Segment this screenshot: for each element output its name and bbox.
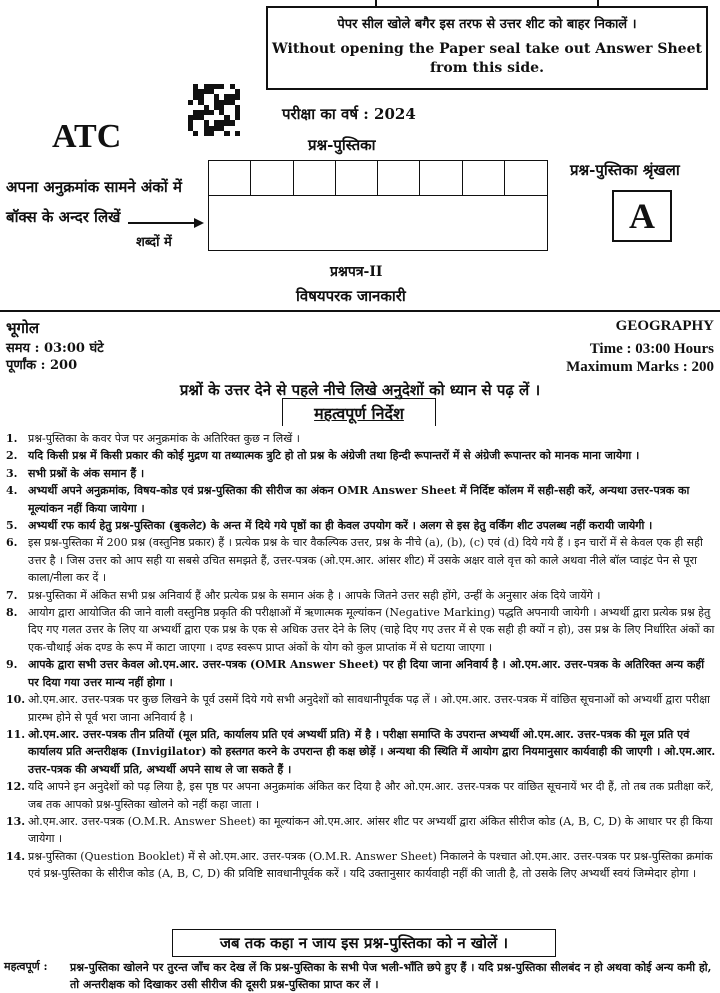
instruction-text: ओ.एम.आर. उत्तर-पत्रक तीन प्रतियों (मूल प्रति, कार्यालय प्रति एवं अभ्यर्थी प्रति) में है । परीक्षा समाप्ति के उपरान्त अभ्यर्थी ओ.एम.आर. उत्तर-पत्रक की मूल प्रति एवं कार्यालय प्रति अन्तरीक्षक (Invigilator) को हस्तगत करने के उपरान्त ही कक्ष छोड़ें । अन्यथा की स्थिति में आयोग द्वारा नियमानुसार कार्यवाही की जाएगी । ओ.एम.आर. उत्तर-पत्रक की अभ्यर्थी प्रति, अभ्यर्थी अपने साथ ले जा सकते हैं । (28, 727, 716, 776)
roll-in-words-label: शब्दों में (136, 235, 172, 250)
instruction-text: प्रश्न-पुस्तिका में अंकित सभी प्रश्न अनिवार्य हैं और प्रत्येक प्रश्न के समान अंक है । आपके जितने उत्तर सही होंगे, उन्हीं के अनुसार अंक दिये जायेंगे । (28, 588, 601, 602)
instruction-number: 13. (6, 814, 26, 828)
instructions-list (6, 430, 718, 883)
instruction-text: प्रश्न-पुस्तिका (Question Booklet) में से ओ.एम.आर. उत्तर-पत्रक (O.M.R. Answer Sheet) निकालने के पश्चात ओ.एम.आर. उत्तर-पत्रक पर प्रश्न-पुस्तिका क्रमांक एवं प्रश्न-पुस्तिका के सीरीज कोड (A, B, C, D) की प्रविष्टि सावधानीपूर्वक करें । यदि उक्तानुसार कार्यवाही नहीं की जाती है, तो उसके लिए अभ्यर्थी स्वयं जिम्मेदार होगा । (28, 849, 713, 881)
instruction-item (6, 726, 718, 778)
instruction-number: 8. (6, 606, 18, 620)
roll-digit-box[interactable] (463, 161, 505, 195)
time-hindi: समय : 03:00 घंटे (6, 341, 104, 356)
roll-digit-box[interactable] (336, 161, 378, 195)
subject-hindi: भूगोल (6, 319, 40, 337)
instruction-number: 5. (6, 519, 18, 533)
instruction-text: ओ.एम.आर. उत्तर-पत्रक (O.M.R. Answer Sheet) का मूल्यांकन ओ.एम.आर. आंसर शीट पर अभ्यर्थी द्वारा अंकित सीरीज कोड (A, B, C, D) के आधार पर ही किया जायेगा । (28, 814, 713, 846)
roll-number-digit-boxes[interactable] (208, 160, 548, 196)
instruction-number: 10. (6, 693, 26, 707)
instruction-text: अभ्यर्थी अपने अनुक्रमांक, विषय-कोड एवं प्रश्न-पुस्तिका की सीरीज का अंकन OMR Answer Sheet में निर्दिष्ट कॉलम में सही-सही करें, अन्यथा उत्तर-पत्रक का मूल्यांकन नहीं किया जायेगा । (28, 484, 690, 515)
instruction-number: 11. (6, 727, 26, 741)
subject-english: GEOGRAPHY (615, 318, 714, 334)
instruction-item (6, 517, 718, 534)
instruction-text: इस प्रश्न-पुस्तिका में 200 प्रश्न (वस्तुनिष्ठ प्रकार) हैं । प्रत्येक प्रश्न के चार वैकल्पिक उत्तर, प्रश्न के नीचे (a), (b), (c) एवं (d) दिये गये हैं । इन चारों में से केवल एक ही सही उत्तर है । जिस उत्तर को आप सही या सबसे उचित समझते हैं, उत्तर-पत्रक (ओ.एम.आर. आंसर शीट) में उसके अक्षर वाले वृत्त को काले अथवा नीले बॉल प्वाइंट पेन से पूरा काला/नीला कर दें । (28, 536, 703, 585)
booklet-title: प्रश्न-पुस्तिका (308, 136, 376, 154)
instruction-item (6, 534, 718, 586)
instruction-number: 7. (6, 588, 18, 602)
instruction-item (6, 778, 718, 813)
instruction-text: यदि किसी प्रश्न में किसी प्रकार की कोई मुद्रण या तथ्यात्मक त्रुटि हो तो प्रश्न के अंग्रेजी तथा हिन्दी रूपान्तरों में से अंग्रेजी रूपान्तर को मानक माना जायेगा । (28, 449, 640, 463)
marks-english: Maximum Marks : 200 (566, 359, 714, 375)
instruction-item (6, 813, 718, 848)
instruction-item (6, 848, 718, 883)
roll-digit-box[interactable] (209, 161, 251, 195)
exam-year: परीक्षा का वर्ष : 2024 (282, 105, 416, 123)
arrow-right-icon (128, 216, 204, 230)
read-instructions-notice: प्रश्नों के उत्तर देने से पहले नीचे लिखे अनुदेशों को ध्यान से पढ़ लें । (179, 381, 541, 399)
instruction-number: 4. (6, 484, 18, 498)
series-label: प्रश्न-पुस्तिका श्रृंखला (570, 161, 680, 179)
instruction-item (6, 430, 718, 447)
seal-text-hindi: पेपर सील खोले बगैर इस तरफ से उत्तर शीट को बाहर निकालें । (337, 17, 637, 32)
do-not-open-notice: जब तक कहा न जाय इस प्रश्न-पुस्तिका को न खोलें । (219, 934, 509, 952)
instruction-text: ओ.एम.आर. उत्तर-पत्रक पर कुछ लिखने के पूर्व उसमें दिये गये सभी अनुदेशों को सावधानीपूर्वक पढ़ लें । ओ.एम.आर. उत्तर-पत्रक में वांछित सूचनाओं को अभ्यर्थी द्वारा परीक्षा प्रारम्भ होने से पूर्व भरा जाना अनिवार्य है । (28, 693, 710, 724)
roll-digit-box[interactable] (251, 161, 293, 195)
time-marks-hindi (6, 340, 104, 374)
instruction-number: 14. (6, 849, 26, 863)
important-note-text: प्रश्न-पुस्तिका खोलने पर तुरन्त जाँच कर देख लें कि प्रश्न-पुस्तिका के सभी पेज भली-भाँति छपे हुए हैं । यदि प्रश्न-पुस्तिका सीलबंद न हो अथवा कोई अन्य कमी हो, तो अन्तरीक्षक को दिखाकर उसी सीरीज की दूसरी प्रश्न-पुस्तिका प्राप्त कर लें । (70, 961, 712, 991)
instruction-item (6, 656, 718, 691)
roll-digit-box[interactable] (294, 161, 336, 195)
instruction-item (6, 691, 718, 726)
instruction-text: आयोग द्वारा आयोजित की जाने वाली वस्तुनिष्ठ प्रकृति की परीक्षाओं में ऋणात्मक मूल्यांकन (Negative Marking) पद्धति अपनायी जायेगी । अभ्यर्थी द्वारा प्रत्येक प्रश्न हेतु दिए गए गलत उत्तर के लिए या अभ्यर्थी द्वारा एक प्रश्न के एक से अधिक उत्तर देने के लिए (चाहे दिए गए उत्तर में से एक सही ही क्यों न हो), उस प्रश्न के लिए निर्धारित अंकों का एक-चौथाई अंक दण्ड के रूप में काटा जाएगा । दण्ड स्वरूप प्राप्त अंकों के योग को कुल प्राप्तांक में से घटाया जाएगा । (28, 606, 715, 654)
instruction-item (6, 482, 718, 517)
instruction-number: 3. (6, 466, 18, 480)
important-note-label: महत्वपूर्ण : (4, 960, 48, 973)
instruction-number: 9. (6, 658, 18, 672)
instruction-text: आपके द्वारा सभी उत्तर केवल ओ.एम.आर. उत्तर-पत्रक (OMR Answer Sheet) पर ही दिया जाना अनिवार्य है । ओ.एम.आर. उत्तर-पत्रक के अतिरिक्त अन्य कहीं पर दिया गया उत्तर मान्य नहीं होगा । (28, 658, 705, 689)
subject-area: विषयपरक जानकारी (296, 287, 406, 305)
roll-digit-box[interactable] (378, 161, 420, 195)
instructions-title: महत्वपूर्ण निर्देश (314, 404, 404, 423)
instruction-number: 6. (6, 536, 18, 550)
instruction-item (6, 447, 718, 464)
marks-hindi: पूर्णांक : 200 (6, 358, 78, 373)
roll-number-instruction: अपना अनुक्रमांक सामने अंकों में बॉक्स के अन्दर लिखें (6, 178, 182, 226)
divider (0, 310, 720, 312)
instruction-text: अभ्यर्थी रफ कार्य हेतु प्रश्न-पुस्तिका (बुकलेट) के अन्त में दिये गये पृष्ठों का ही केवल उपयोग करें । अलग से इस हेतु वर्किंग शीट उपलब्ध नहीं करायी जायेगी । (28, 519, 653, 533)
instruction-number: 2. (6, 449, 18, 463)
instruction-number: 12. (6, 780, 26, 794)
paper-number: प्रश्नपत्र-II (330, 264, 383, 280)
instruction-item (6, 465, 718, 482)
booklet-code: ATC (52, 118, 122, 155)
instruction-item (6, 604, 718, 656)
instruction-item (6, 587, 718, 604)
instruction-text: यदि आपने इन अनुदेशों को पढ़ लिया है, इस पृष्ठ पर अपना अनुक्रमांक अंकित कर दिया है और ओ.एम.आर. उत्तर-पत्रक पर वांछित सूचनायें भर दी हैं, तो तब तक प्रतीक्षा करें, जब तक आपको प्रश्न-पुस्तिका खोलने को नहीं कहा जाता । (28, 780, 714, 811)
qr-code (188, 84, 240, 136)
time-marks-english (566, 340, 714, 376)
instruction-text: प्रश्न-पुस्तिका के कवर पेज पर अनुक्रमांक के अतिरिक्त कुछ न लिखें । (28, 432, 300, 445)
instruction-text: सभी प्रश्नों के अंक समान हैं । (28, 466, 145, 480)
roll-number-words-box[interactable] (208, 195, 548, 251)
roll-digit-box[interactable] (505, 161, 547, 195)
roll-digit-box[interactable] (420, 161, 462, 195)
time-english: Time : 03:00 Hours (589, 341, 714, 357)
instruction-number: 1. (6, 432, 18, 445)
seal-text-english: Without opening the Paper seal take out Answer Sheet from this side. (272, 41, 702, 76)
seal-tick-marks (266, 0, 708, 8)
series-value-box: A (612, 190, 672, 242)
